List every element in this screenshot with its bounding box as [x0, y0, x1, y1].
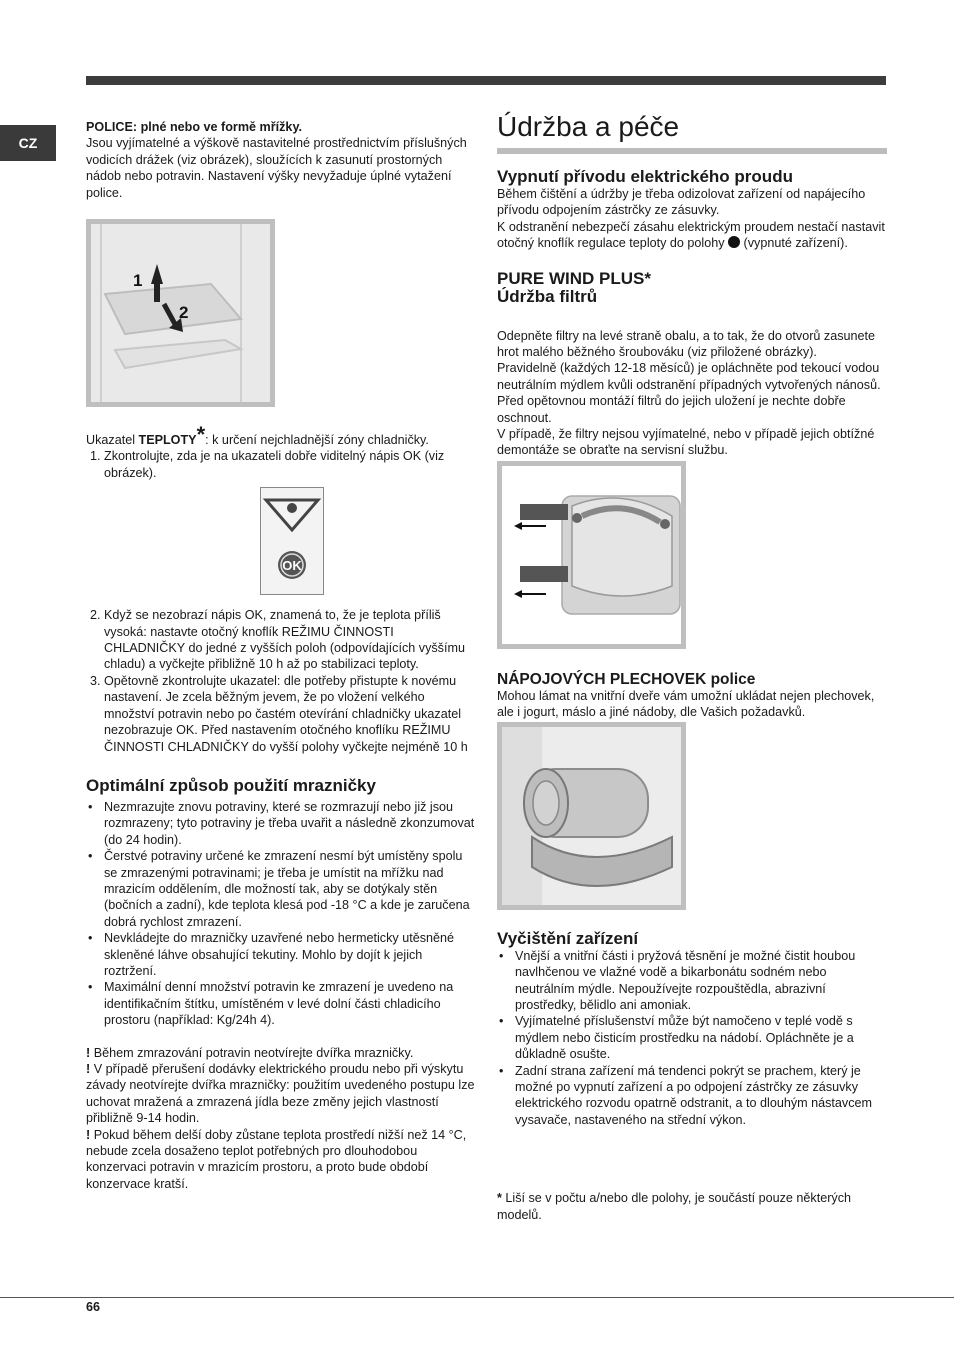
- power-heading: Vypnutí přívodu elektrického proudu: [497, 167, 793, 186]
- step-2: 2. Když se nezobrazí nápis OK, znamená to, že je teplota příliš vysoká: nastavte otočný knoflík REŽIMU ČINNOSTI CHLADNIČKY do jedné z vyšších poloh (odpovídajících vyššímu chladu) a vyčkejte přibližně 10 h až po stabilizaci teploty.: [104, 607, 476, 673]
- shelf-figure: [86, 219, 275, 407]
- right-column: [497, 108, 887, 1223]
- cleaning-list: [497, 948, 887, 1128]
- warning-mark: !: [86, 1127, 91, 1142]
- step-3: 3. Opětovně zkontrolujte ukazatel: dle potřeby přistupte k novému nastavení. Je zcela běžným jevem, že po vložení velkého množství potravin nebo po častém otevírání chladničky ukazatel nezobrazuje OK. Před nastavením otočného knoflíku REŽIMU ČINNOSTI CHLADNIČKY do vyšší polohy vyčkejte nejméně 10 h: [104, 673, 476, 755]
- cleaning-bullet: • Zadní strana zařízení má tendenci pokrýt se prachem, který je možné po vypnutí zařízení a po odpojení zástrčky ze zásuvky elektrického rozvodu opatrně odstranit, a to dlouhým nástavcem vysavače, nastaveného na střední výkon.: [515, 1063, 887, 1129]
- step-1-label: 1: [133, 271, 143, 291]
- shelves-text: Jsou vyjímatelné a výškově nastavitelné prostřednictvím příslušných vodicích drážek (viz obrázek), sloužících k zasunutí prostorných nádob nebo potravin. Nastavení výšky nevyžaduje úplné vytažení police.: [86, 136, 467, 200]
- can-rack-illustration: [502, 727, 681, 905]
- step-2-label: 2: [179, 303, 189, 323]
- filter-text-2: Pravidelně (každých 12-18 měsíců) je opláchněte pod tekoucí vodou neutrálním mýdlem kvůli odstranění případných vytvořených nánosů. Před opětovnou montáží filtrů do jejich uložení je nechte dobře oschnout.: [497, 361, 881, 425]
- footer-rule: [0, 1297, 954, 1298]
- indicator-bold: TEPLOTY: [138, 433, 197, 448]
- filter-text-1: Odepněte filtry na levé straně obalu, a to tak, že do otvorů zasunete hrot malého běžného šroubováku (viz přiložené obrázky).: [497, 328, 876, 360]
- indicator-suffix: : k určení nejchladnější zóny chladničky.: [205, 433, 429, 448]
- cleaning-heading: Vyčištění zařízení: [497, 928, 639, 948]
- cleaning-bullet: • Vnější a vnitřní části i pryžová těsnění je možné čistit houbou navlhčenou ve vlažné vodě a bikarbonátu sodném nebo neutrálním mýdle. Nepoužívejte rozpouštědla, abrazivní prostředky, bělidlo ani amoniak.: [515, 948, 887, 1014]
- left-column: [86, 119, 476, 1192]
- freezer-heading: Optimální způsob použití mrazničky: [86, 775, 376, 795]
- filter-illustration: [502, 466, 681, 644]
- power-text-2: K odstranění nebezpečí zásahu elektrickým proudem nestačí nastavit otočný knoflík regulace teploty do polohy (vypnuté zařízení).: [497, 219, 885, 251]
- power-text-1: Během čištění a údržby je třeba odizolovat zařízení od napájecího přívodu odpojením zástrčky ze zásuvky.: [497, 187, 866, 218]
- ok-indicator-figure: [260, 487, 324, 595]
- cans-figure: [497, 722, 686, 910]
- pure-wind-heading: PURE WIND PLUS*: [497, 268, 651, 288]
- warnings: [86, 1045, 476, 1193]
- filter-maintenance-heading: Údržba filtrů: [497, 286, 598, 306]
- filter-text-3: V případě, že filtry nejsou vyjímatelné, nebo v případě jejich obtížné demontáže se obraťte na servisní službu.: [497, 427, 875, 458]
- cleaning-bullet: • Vyjímatelné příslušenství může být namočeno v teplé vodě s mýdlem nebo čisticím prostředku na nádobí. Opláchněte je a důkladně osušte.: [515, 1013, 887, 1062]
- footnote: * Liší se v počtu a/nebo dle polohy, je součástí pouze některých modelů.: [497, 1191, 852, 1222]
- ok-indicator: [261, 488, 323, 594]
- language-tab: CZ: [0, 125, 56, 161]
- warning-1: ! Během zmrazování potravin neotvírejte dvířka mrazničky.: [86, 1045, 414, 1060]
- warning-3: ! Pokud během delší doby zůstane teplota prostředí nižší než 14 °C, nebude zcela dosaženo teplot potřebných pro dlouhodobou konzervaci potravin v mrazicím prostoru, a proto bude období konzervace kratší.: [86, 1127, 467, 1191]
- cans-text: Mohou lámat na vnitřní dveře vám umožní ukládat nejen plechovek, ale i jogurt, máslo a jiné nádoby, dle Vašich požadavků.: [497, 688, 875, 720]
- freezer-bullet: • Maximální denní množství potravin ke zmrazení je uvedeno na identifikačním štítku, umístěném v levé dolní části chladicího prostoru (například: Kg/24h 4).: [104, 979, 476, 1028]
- indicator-prefix: Ukazatel: [86, 433, 139, 448]
- indicator-star: *: [196, 422, 206, 448]
- indicator-steps-b: [86, 607, 476, 755]
- shelf-illustration: [91, 224, 270, 402]
- footnote-star: *: [497, 1191, 502, 1206]
- freezer-bullet: • Nevkládejte do mrazničky uzavřené nebo hermeticky utěsněné skleněné láhve obsahující tekutiny. Mohlo by dojít k jejich roztržení.: [104, 930, 476, 979]
- ok-label: OK: [282, 558, 302, 574]
- indicator-line: [86, 422, 476, 448]
- freezer-list: [86, 799, 476, 1029]
- cans-heading: NÁPOJOVÝCH PLECHOVEK police: [497, 670, 756, 688]
- top-rule: [86, 76, 886, 85]
- freezer-bullet: • Čerstvé potraviny určené ke zmrazení nesmí být umístěny spolu se zmrazenými potravinami; je třeba je umístit na mřížku nad mrazicím oddělením, dle možností tak, aby se dotýkaly stěn (bočních a zadní), kde teplota klesá pod -18 °C a kde je zaručena dobrá rychlost zmrazení.: [104, 848, 476, 930]
- page-title: Údržba a péče: [497, 108, 887, 154]
- indicator-steps-a: [86, 448, 476, 481]
- page-number: 66: [86, 1300, 101, 1314]
- freezer-bullet: • Nezmrazujte znovu potraviny, které se rozmrazují nebo již jsou rozmrazeny; tyto potraviny je třeba uvařit a následně zkonzumovat (do 24 hodin).: [104, 799, 476, 848]
- step-1: 1. Zkontrolujte, zda je na ukazateli dobře viditelný nápis OK (viz obrázek).: [104, 448, 476, 481]
- filter-figure: [497, 461, 686, 649]
- warning-mark: !: [86, 1045, 91, 1060]
- shelves-title: POLICE: plné nebo ve formě mřížky.: [86, 120, 303, 134]
- warning-mark: !: [86, 1062, 91, 1076]
- off-position-icon: [728, 236, 740, 248]
- warning-2: ! V případě přerušení dodávky elektrického proudu nebo při výskytu závady neotvírejte dvířka mrazničky: použitím uvedeného postupu lze uchovat mražená a zmrazená jídla beze změny jejich vlastností přibližně 9-14 hodin.: [86, 1062, 475, 1126]
